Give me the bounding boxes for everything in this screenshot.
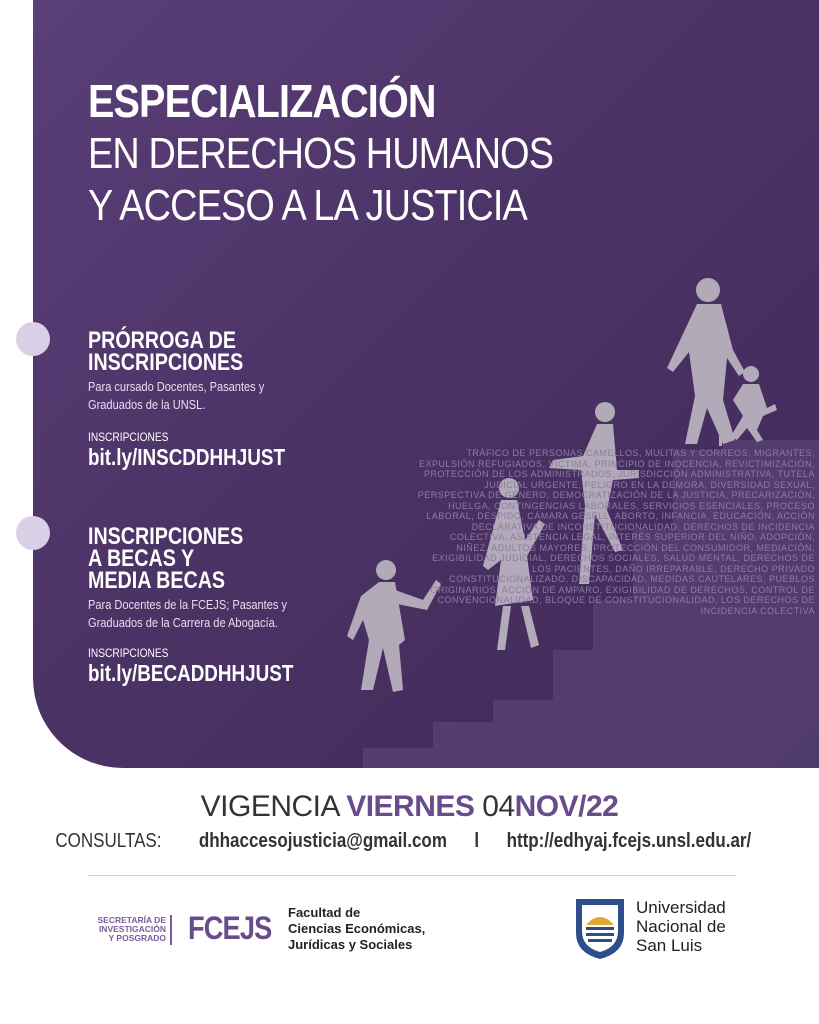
facultad-line-1: Facultad de — [288, 905, 361, 920]
section2-heading-2: A BECAS Y — [88, 545, 195, 572]
universidad-line-3: San Luis — [636, 936, 703, 955]
facultad-name — [288, 905, 425, 953]
vigencia-month: NOV/22 — [514, 790, 619, 823]
logo-separator — [170, 915, 172, 945]
universidad-name — [636, 898, 726, 955]
poster-title — [88, 75, 629, 230]
section1-insc-label: INSCRIPCIONES — [88, 430, 169, 444]
section1-insc-link[interactable]: bit.ly/INSCDDHHJUST — [88, 444, 286, 470]
bullet-dot-2 — [16, 516, 50, 550]
universidad-line-2: Nacional de — [636, 917, 726, 936]
secretaria-line-1: SECRETARÍA DE — [97, 915, 166, 925]
rights-wordcloud: TRÁFICO DE PERSONAS CAMELLOS, MULITAS Y CORREOS, MIGRANTES, EXPULSIÓN REFUGIADOS, VÍCTIMA, PRINCIPIO DE INOCENCIA, REVICTIMIZACIÓN, PROTECCIÓN DE LOS ADMINISTRADOS, JURISDICCIÓN ADMINISTRATIVA, TUTELA JUDICIAL URGENTE, PELIGRO EN LA DEMORA, DIVERSIDAD SEXUAL, PERSPECTIVA DE GÉNERO, DEMOCRATIZACIÓN DE LA JUSTICIA, PRECARIZACIÓN, HUELGA, CONTINGENCIAS LABORALES, SERVICIOS ESENCIALES, PROCESO LABORAL, DESPIDO, CÁMARA GESELL, ABORTO, INFANCIA, EDUCACIÓN, ACCIÓN DECLARATIVA DE INCONSTITUCIONALIDAD, DERECHOS DE INCIDENCIA COLECTIVA, ASISTENCIA LEGAL, INTERÉS SUPERIOR DEL NIÑO, ADOPCIÓN, NIÑEZ, ADULTOS MAYORES, PROTECCIÓN DEL CONSUMIDOR, MEDIACIÓN, EXIGIBILIDAD JUDICIAL, DERECHOS SOCIALES, SALUD MENTAL, DERECHOS DE LOS PACIENTES, DAÑO IRREPARABLE, DERECHO PRIVADO CONSTITUCIONALIZADO, DISCAPACIDAD, MEDIDAS CAUTELARES, PUEBLOS ORIGINARIOS, ACCIÓN DE AMPARO, EXIGIBILIDAD DE DERECHOS, CONTROL DE CONVENCIONALIDAD, BLOQUE DE CONSTITUCIONALIDAD, LOS DERECHOS DE INCIDENCIA COLECTIVA — [417, 448, 815, 616]
secretaria-line-2: INVESTIGACIÓN — [98, 924, 166, 934]
facultad-line-3: Jurídicas y Sociales — [288, 937, 413, 952]
footer-divider — [88, 875, 736, 876]
secretaria-line-3: Y POSGRADO — [108, 933, 166, 943]
consultas-line — [0, 830, 819, 853]
bullet-dot-1 — [16, 322, 50, 356]
vigencia-line — [0, 790, 819, 824]
title-line-3: Y ACCESO A LA JUSTICIA — [88, 181, 527, 230]
becas-section — [88, 523, 338, 687]
unsl-shield-icon — [572, 895, 628, 961]
vigencia-day: VIERNES — [346, 790, 475, 823]
title-line-2: EN DERECHOS HUMANOS — [88, 129, 554, 178]
secretaria-logo — [88, 916, 166, 943]
section2-heading-3: MEDIA BECAS — [88, 567, 226, 594]
section2-desc-2: Graduados de la Carrera de Abogacía. — [88, 615, 278, 630]
title-line-1: ESPECIALIZACIÓN — [88, 75, 436, 127]
website-link[interactable]: http://edhyaj.fcejs.unsl.edu.ar/ — [506, 830, 752, 852]
consultas-label: CONSULTAS: — [55, 830, 162, 852]
section1-desc-1: Para cursado Docentes, Pasantes y — [88, 379, 265, 394]
consultas-separator: l — [474, 830, 480, 852]
facultad-line-2: Ciencias Económicas, — [288, 921, 426, 936]
contact-email-link[interactable]: dhhaccesojusticia@gmail.com — [198, 830, 447, 852]
prorroga-section — [88, 327, 328, 471]
section1-desc-2: Graduados de la UNSL. — [88, 397, 206, 412]
vigencia-date: 04 — [482, 790, 515, 823]
section1-heading-2: INSCRIPCIONES — [88, 349, 244, 376]
universidad-line-1: Universidad — [636, 898, 726, 917]
section2-heading-1: INSCRIPCIONES — [88, 523, 244, 550]
section1-heading-1: PRÓRROGA DE — [88, 327, 236, 354]
section2-insc-link[interactable]: bit.ly/BECADDHHJUST — [88, 660, 294, 686]
section2-insc-label: INSCRIPCIONES — [88, 646, 169, 660]
section2-desc-1: Para Docentes de la FCEJS; Pasantes y — [88, 597, 288, 612]
vigencia-label: VIGENCIA — [200, 790, 339, 823]
fcejs-logo: FCEJS — [188, 910, 272, 946]
